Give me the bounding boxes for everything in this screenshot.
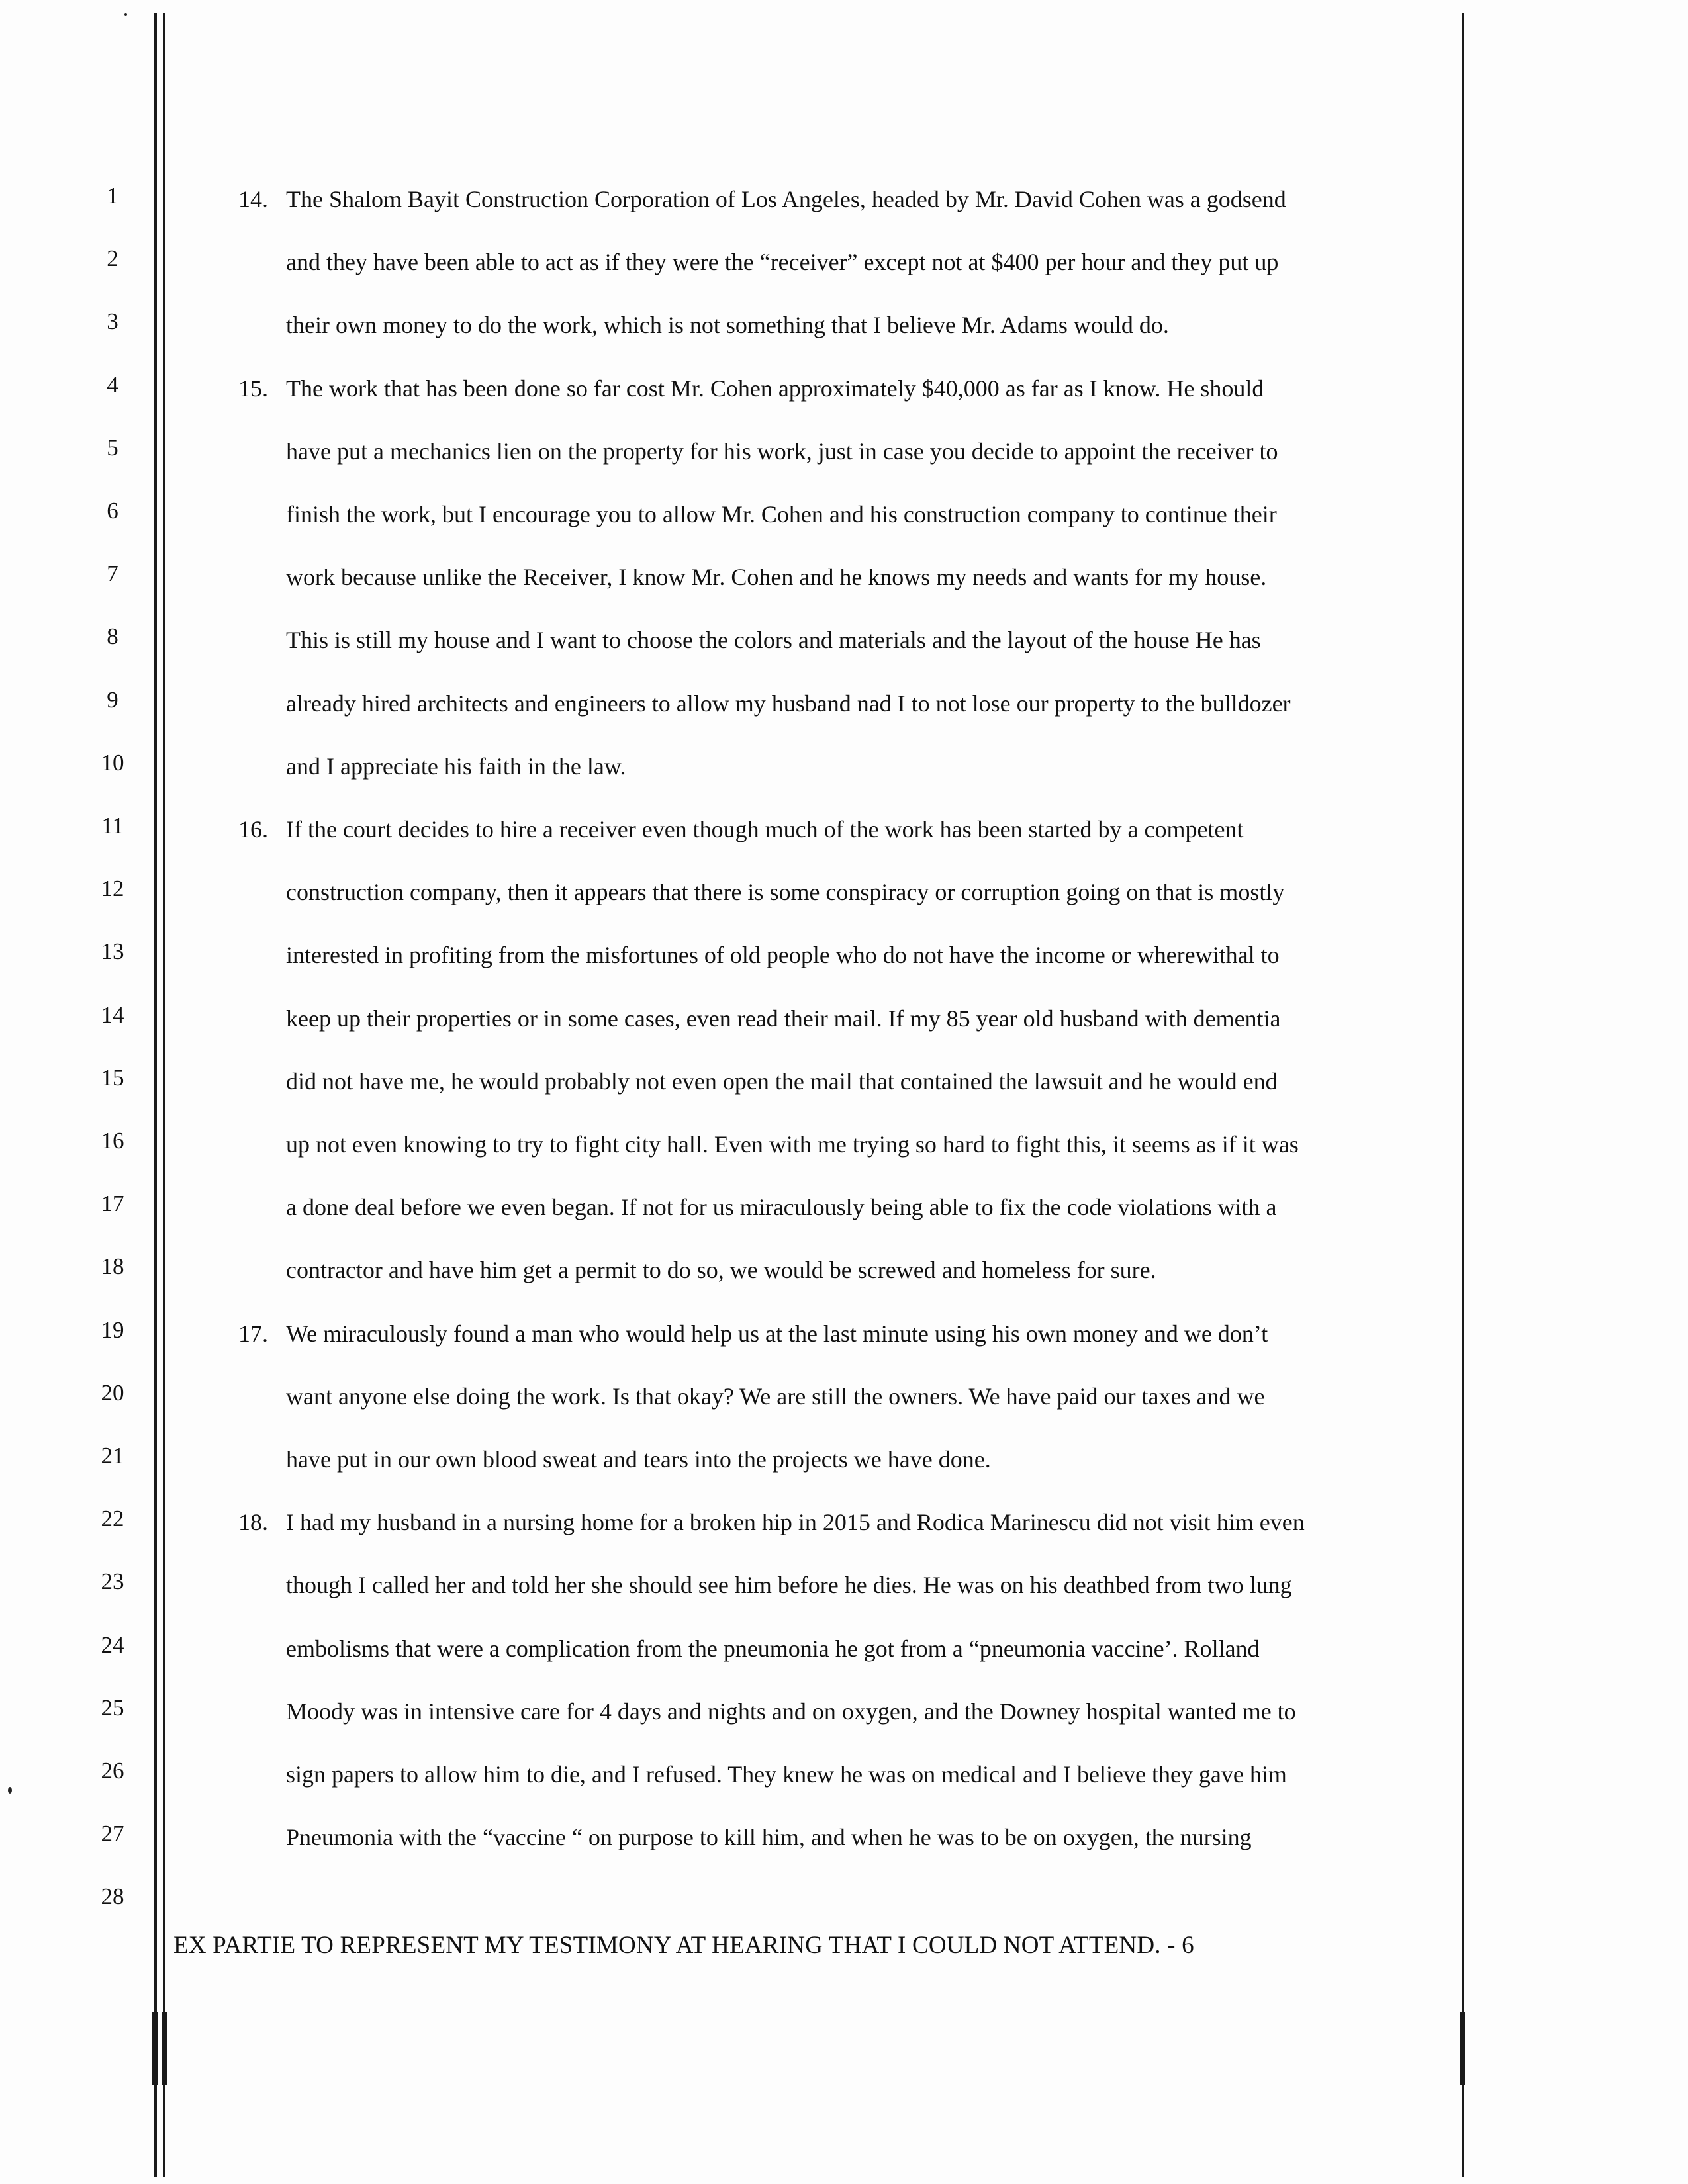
line-number: 16 xyxy=(101,1128,124,1154)
paragraph-line: want anyone else doing the work. Is that okay? We are still the owners. We have paid our taxes and we xyxy=(286,1383,1265,1410)
line-number: 6 xyxy=(107,498,118,523)
line-number: 10 xyxy=(101,750,124,776)
right-margin-rule-mark xyxy=(1460,2012,1465,2085)
line-number: 25 xyxy=(101,1695,124,1721)
paragraph-line: I had my husband in a nursing home for a broken hip in 2015 and Rodica Marinescu did not visit him even xyxy=(286,1509,1305,1535)
paragraph-line: though I called her and told her she should see him before he dies. He was on his deathbed from two lung xyxy=(286,1572,1292,1598)
paragraph-line: have put a mechanics lien on the property for his work, just in case you decide to appoint the receiver to xyxy=(286,438,1278,465)
scan-speck xyxy=(8,1787,12,1794)
line-number: 7 xyxy=(107,561,118,586)
paragraph-line: If the court decides to hire a receiver even though much of the work has been started by a competent xyxy=(286,816,1244,842)
paragraph-line: interested in profiting from the misfortunes of old people who do not have the income or wherewithal to xyxy=(286,942,1280,968)
paragraph-line: sign papers to allow him to die, and I refused. They knew he was on medical and I believe they gave him xyxy=(286,1761,1287,1788)
paragraph-line: keep up their properties or in some cases, even read their mail. If my 85 year old husband with dementia xyxy=(286,1005,1281,1032)
paragraph-line: and they have been able to act as if they were the “receiver” except not at $400 per hour and they put up xyxy=(286,249,1279,275)
right-margin-rule xyxy=(1462,13,1464,2177)
line-number: 14 xyxy=(101,1002,124,1028)
line-number: 23 xyxy=(101,1569,124,1594)
paragraph-line: contractor and have him get a permit to do so, we would be screwed and homeless for sure. xyxy=(286,1257,1156,1283)
line-number: 3 xyxy=(107,308,118,334)
line-number: 11 xyxy=(101,813,124,839)
paragraph-line: already hired architects and engineers to allow my husband nad I to not lose our property to the bulldozer xyxy=(286,690,1291,717)
line-number: 22 xyxy=(101,1506,124,1531)
line-number: 26 xyxy=(101,1758,124,1784)
line-number: 27 xyxy=(101,1821,124,1846)
paragraph-number: 14. xyxy=(238,186,268,212)
line-number: 9 xyxy=(107,687,118,713)
left-margin-rule-mark xyxy=(162,2012,167,2085)
line-number: 2 xyxy=(107,246,118,271)
line-number: 4 xyxy=(107,372,118,398)
line-number: 19 xyxy=(101,1317,124,1343)
paragraph-line: embolisms that were a complication from the pneumonia he got from a “pneumonia vaccine’. Rolland xyxy=(286,1635,1260,1662)
left-margin-rule-mark xyxy=(152,2012,158,2085)
paragraph-line: work because unlike the Receiver, I know Mr. Cohen and he knows my needs and wants for my house. xyxy=(286,564,1267,590)
line-number: 15 xyxy=(101,1065,124,1091)
line-number: 12 xyxy=(101,876,124,901)
line-number: 18 xyxy=(101,1253,124,1279)
line-number: 17 xyxy=(101,1191,124,1216)
line-number: 24 xyxy=(101,1632,124,1658)
left-margin-rule-outer xyxy=(154,13,157,2177)
paragraph-line: Moody was in intensive care for 4 days and nights and on oxygen, and the Downey hospital wanted me to xyxy=(286,1698,1296,1725)
line-number: 20 xyxy=(101,1380,124,1406)
line-number: 1 xyxy=(107,183,118,208)
line-number: 8 xyxy=(107,623,118,649)
paragraph-line: We miraculously found a man who would help us at the last minute using his own money and we don’t xyxy=(286,1320,1268,1347)
paragraph-line: Pneumonia with the “vaccine “ on purpose to kill him, and when he was to be on oxygen, the nursing xyxy=(286,1824,1252,1850)
paragraph-line: The Shalom Bayit Construction Corporation of Los Angeles, headed by Mr. David Cohen was a godsend xyxy=(286,186,1286,212)
line-number: 28 xyxy=(101,1884,124,1909)
left-margin-rule-inner xyxy=(163,13,165,2177)
paragraph-line: a done deal before we even began. If not for us miraculously being able to fix the code violations with a xyxy=(286,1194,1277,1220)
paragraph-line: have put in our own blood sweat and tears into the projects we have done. xyxy=(286,1446,991,1473)
scan-speck xyxy=(124,13,127,16)
paragraph-number: 15. xyxy=(238,375,268,402)
paragraph-line: This is still my house and I want to choose the colors and materials and the layout of the house He has xyxy=(286,627,1261,653)
paragraph-line: up not even knowing to try to fight city hall. Even with me trying so hard to fight this, it seems as if it was xyxy=(286,1131,1299,1158)
paragraph-number: 18. xyxy=(238,1509,268,1535)
paragraph-line: construction company, then it appears that there is some conspiracy or corruption going on that is mostly xyxy=(286,879,1285,905)
line-number: 21 xyxy=(101,1443,124,1469)
paragraph-line: their own money to do the work, which is not something that I believe Mr. Adams would do. xyxy=(286,312,1169,338)
paragraph-line: The work that has been done so far cost Mr. Cohen approximately $40,000 as far as I know. He should xyxy=(286,375,1264,402)
document-footer: EX PARTIE TO REPRESENT MY TESTIMONY AT HEARING THAT I COULD NOT ATTEND. - 6 xyxy=(173,1932,1194,1959)
paragraph-number: 17. xyxy=(238,1320,268,1347)
line-number: 5 xyxy=(107,435,118,461)
line-number: 13 xyxy=(101,938,124,964)
paragraph-line: and I appreciate his faith in the law. xyxy=(286,753,626,780)
paragraph-line: did not have me, he would probably not even open the mail that contained the lawsuit and he would end xyxy=(286,1068,1278,1095)
paragraph-number: 16. xyxy=(238,816,268,842)
paragraph-line: finish the work, but I encourage you to allow Mr. Cohen and his construction company to continue their xyxy=(286,501,1277,527)
